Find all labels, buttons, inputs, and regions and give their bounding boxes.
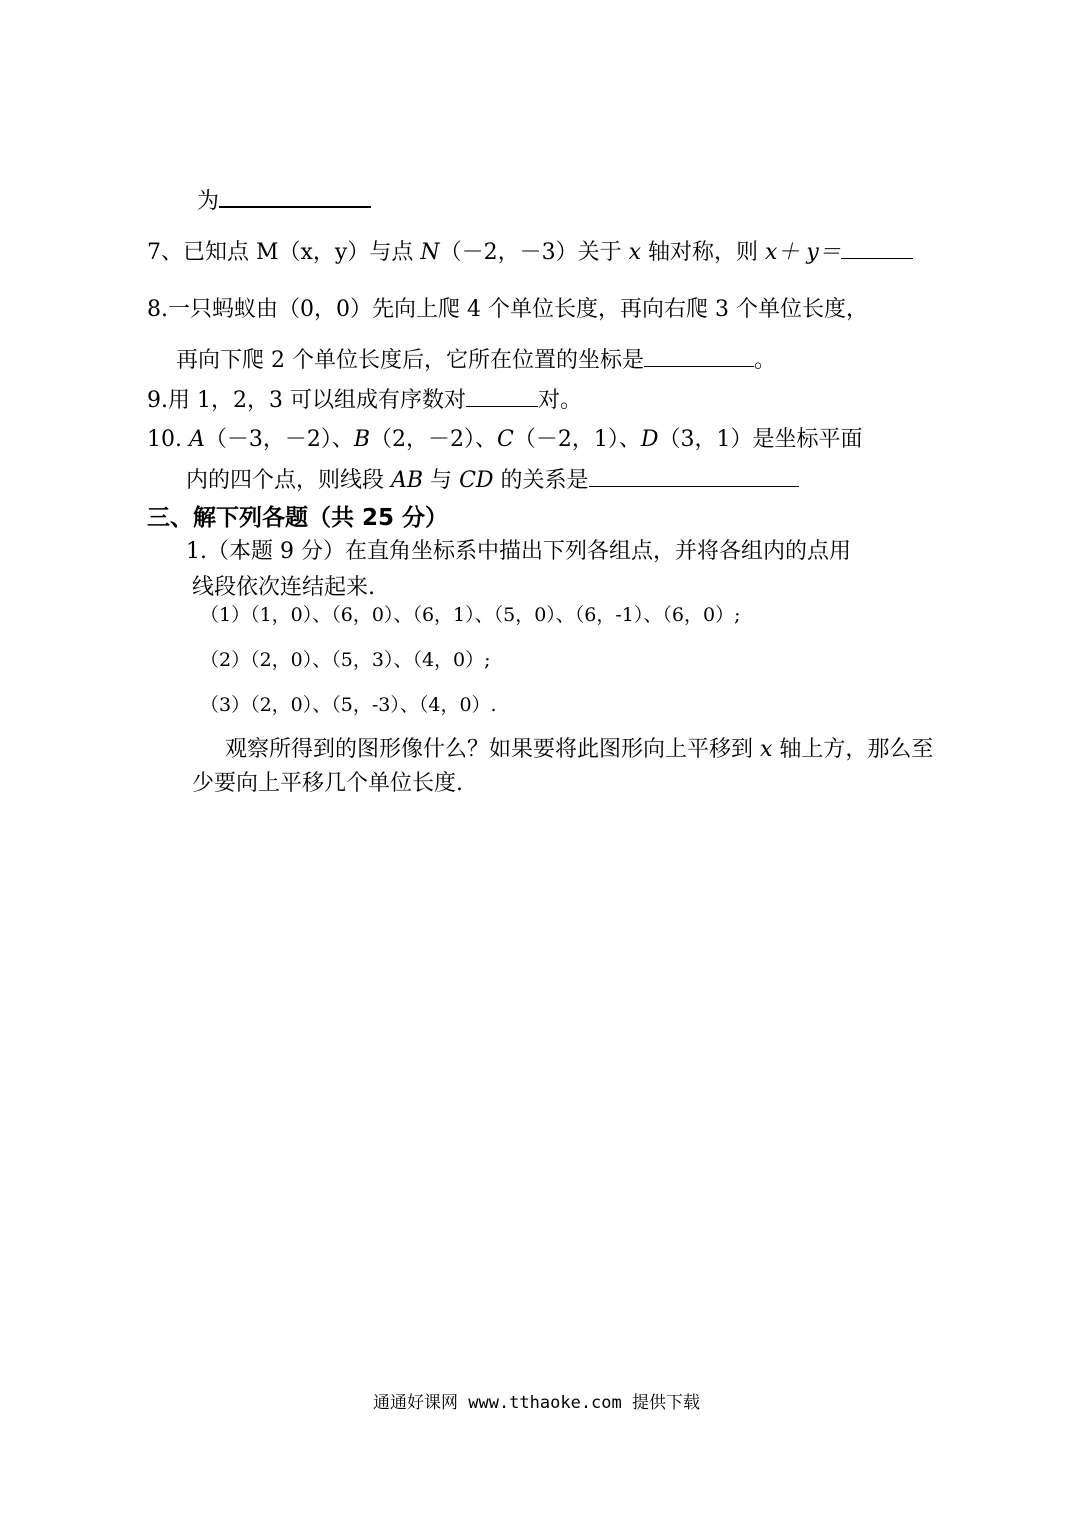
q7-part2: （－2，－3）关于 — [439, 240, 629, 265]
problem-1-observation-line-1 — [225, 736, 933, 764]
question-10-line-1 — [147, 426, 863, 454]
problem-1-line-2: 线段依次连结起来. — [192, 575, 375, 600]
q10-segment-cd: CD — [459, 468, 494, 493]
q8-line2-end: 。 — [754, 348, 777, 373]
q10-d-coord: （3，1）是坐标平面 — [658, 427, 863, 452]
q7-part1: 7、已知点 M（x，y）与点 — [147, 240, 421, 265]
page-footer: 通通好课网 www.tthaoke.com 提供下载 — [373, 1393, 700, 1413]
question-6-tail — [197, 186, 371, 216]
answer-blank-q7[interactable] — [841, 238, 913, 259]
q10-point-a: A — [188, 427, 205, 452]
q7-point-n: N — [420, 240, 440, 265]
observation-text-a: 观察所得到的图形像什么？如果要将此图形向上平移到 — [225, 737, 760, 762]
q10-line2-a: 内的四个点，则线段 — [186, 468, 391, 493]
problem-1-line-1: 1.（本题 9 分）在直角坐标系中描出下列各组点，并将各组内的点用 — [186, 539, 851, 564]
q10-point-c: C — [497, 427, 514, 452]
question-7 — [147, 238, 913, 267]
answer-blank-q10[interactable] — [589, 466, 799, 487]
question-10-line-2 — [186, 466, 799, 495]
q9-text: 9.用 1，2，3 可以组成有序数对 — [147, 388, 466, 413]
q10-segment-ab: AB — [391, 468, 424, 493]
q10-point-d: D — [640, 427, 659, 452]
q7-expression: x＋ y＝ — [765, 240, 841, 265]
point-group-3: （3）（2，0）、（5，-3）、（4，0）. — [200, 694, 497, 716]
q8-line2-text: 再向下爬 2 个单位长度后，它所在位置的坐标是 — [176, 348, 644, 373]
observation-x-axis: x — [760, 737, 773, 762]
section-3-heading: 三、解下列各题（共 25 分） — [147, 505, 449, 531]
q7-part3: 轴对称，则 — [641, 240, 766, 265]
answer-blank-q9[interactable] — [466, 386, 538, 407]
point-group-2: （2）（2，0）、（5，3）、（4，0）; — [200, 649, 491, 671]
answer-blank-q6[interactable] — [219, 186, 371, 208]
q7-x-axis: x — [628, 240, 642, 265]
question-8-line-1: 8.一只蚂蚁由（0，0）先向上爬 4 个单位长度，再向右爬 3 个单位长度， — [147, 297, 868, 322]
point-group-1: （1）（1，0）、（6，0）、（6，1）、（5，0）、（6，-1）、（6，0）; — [200, 604, 741, 626]
q10-a-coord: （－3，－2）、 — [204, 427, 354, 452]
q10-line2-b: 与 — [423, 468, 460, 493]
q10-line2-c: 的关系是 — [493, 468, 589, 493]
question-8-line-2 — [176, 346, 776, 375]
q10-c-coord: （－2，1）、 — [513, 427, 641, 452]
problem-1-observation-line-2: 少要向上平移几个单位长度. — [192, 771, 463, 796]
question-6-tail-text: 为 — [197, 189, 220, 214]
q9-end: 对。 — [537, 388, 582, 413]
observation-text-b: 轴上方，那么至 — [772, 737, 934, 762]
answer-blank-q8[interactable] — [644, 346, 754, 367]
q10-number: 10. — [147, 427, 189, 452]
q10-b-coord: （2，－2）、 — [370, 427, 498, 452]
question-9 — [147, 386, 582, 415]
q10-point-b: B — [353, 427, 371, 452]
